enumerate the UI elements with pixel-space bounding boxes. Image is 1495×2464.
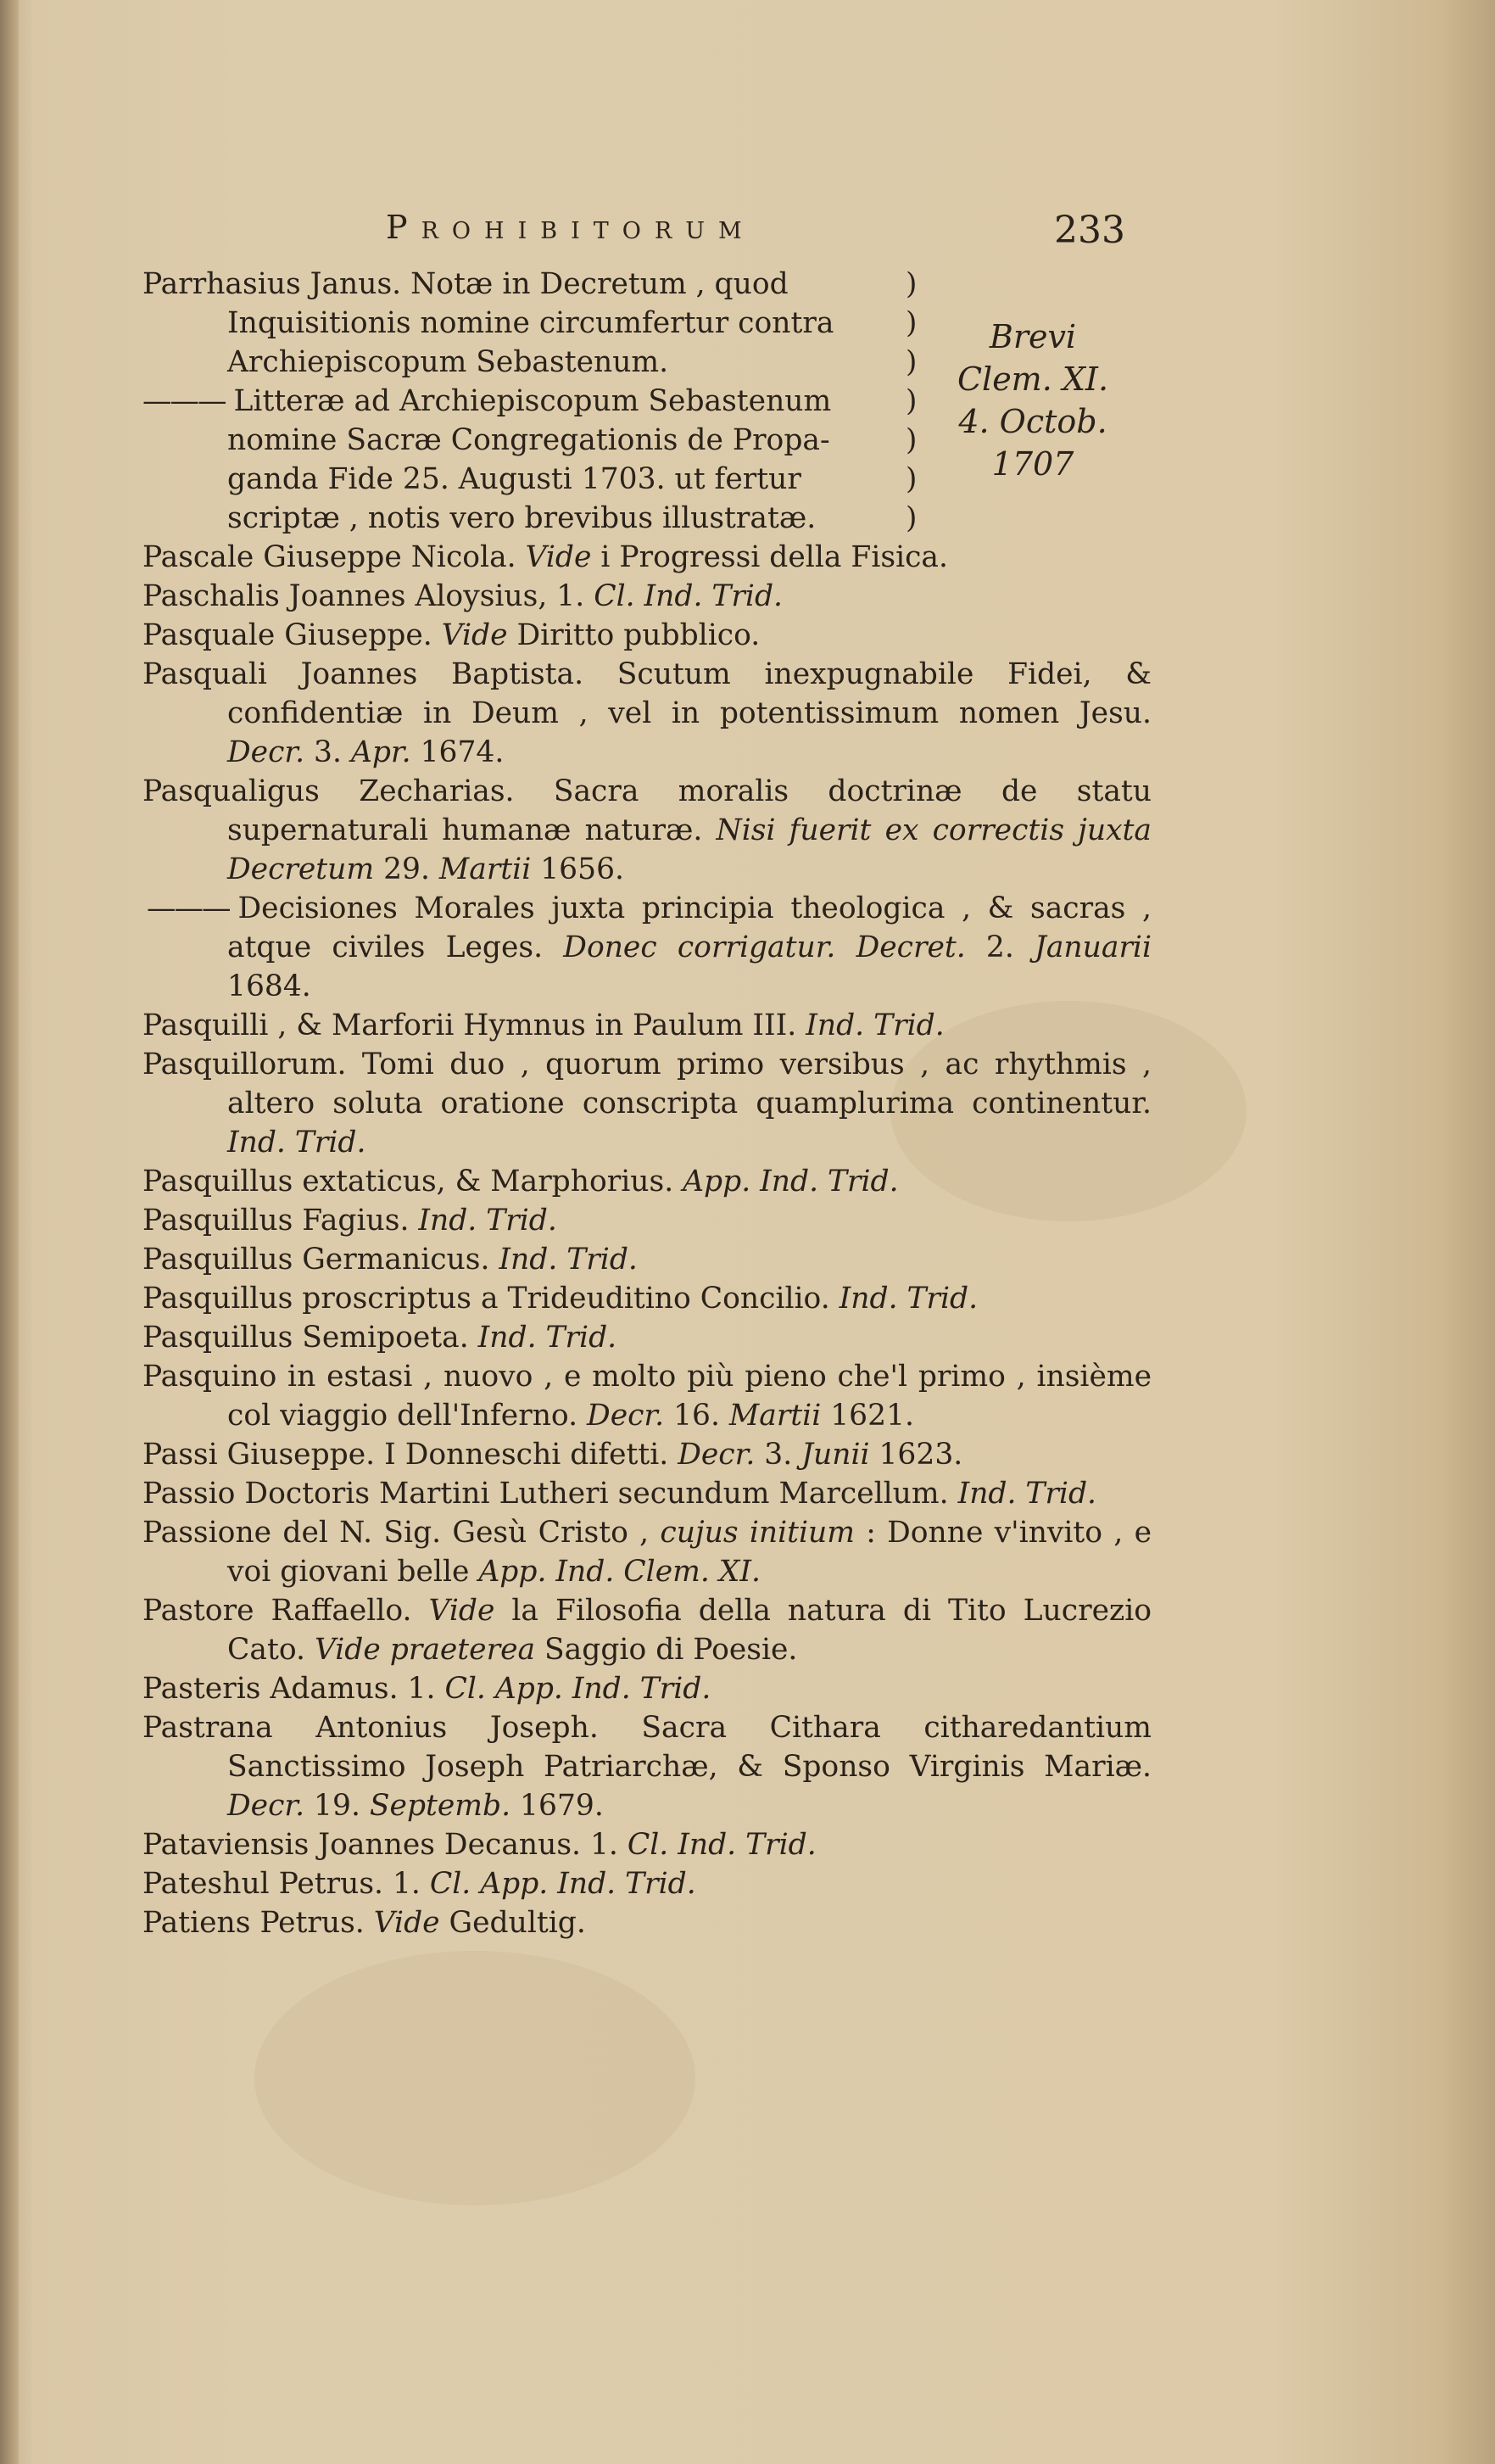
index-entry: [142, 1435, 1152, 1474]
italic-reference: Ind. Trid.: [499, 1243, 638, 1277]
index-entry: [142, 1708, 1152, 1825]
entry-text: 19.: [304, 1789, 370, 1823]
entry-text: scriptæ , notis vero brevibus illustratæ.: [227, 501, 817, 535]
entry-text: i Progressi della Fisica.: [591, 540, 948, 574]
entry-text: Pasquali Joannes Baptista. Scutum inexpugnabile Fidei, & confidentiæ in Deum , vel in potentissimum nomen Jesu.: [142, 657, 1152, 730]
entry-text: Inquisitionis nomine circumfertur contra: [227, 306, 834, 340]
entry-text: Pasquino in estasi , nuovo , e molto più pieno che'l primo , insième col viaggio dell'Inferno.: [142, 1360, 1152, 1433]
entry-text: Pasquillus Semipoeta.: [142, 1321, 478, 1355]
entry-text: Decisiones Morales juxta principia theologica , & sacras , atque civiles Leges.: [227, 891, 1152, 964]
brace-mark: ): [906, 462, 918, 496]
italic-reference: Vide: [373, 1906, 440, 1940]
entry-line: [142, 499, 1152, 538]
index-entry: [142, 616, 1152, 655]
index-entry: [142, 1240, 1152, 1279]
running-head: Prohibitorum: [386, 209, 756, 246]
index-entry: [142, 889, 1152, 1006]
entry-text: Pasquilli , & Marforii Hymnus in Paulum III.: [142, 1009, 806, 1042]
italic-reference: Martii: [438, 852, 532, 886]
entry-text: 29.: [374, 852, 439, 886]
entry-text: Pasquillus Fagius.: [142, 1204, 419, 1238]
index-entry: [142, 577, 1152, 616]
entry-parrhasius: [142, 265, 1152, 538]
entry-text: Archiepiscopum Sebastenum.: [227, 345, 669, 379]
italic-reference: App. Ind. Trid.: [683, 1165, 899, 1198]
entry-text: 1684.: [227, 969, 311, 1003]
index-entry: [142, 538, 1152, 577]
italic-reference: Decr.: [678, 1438, 756, 1472]
index-entry: [142, 1513, 1152, 1591]
entry-text: 16.: [664, 1399, 729, 1433]
entry-text: Pateshul Petrus. 1.: [142, 1867, 430, 1901]
italic-reference: Januarii: [1035, 930, 1152, 964]
entry-text: 1679.: [510, 1789, 604, 1823]
italic-reference: Ind. Trid.: [839, 1282, 979, 1316]
italic-reference: Ind. Trid.: [806, 1009, 945, 1042]
index-entry: [142, 772, 1152, 889]
ditto-dash: ———: [147, 891, 230, 925]
paper-stain: [254, 1951, 695, 2205]
entry-text: ganda Fide 25. Augusti 1703. ut fertur: [227, 462, 801, 496]
entry-text: Pasteris Adamus. 1.: [142, 1672, 445, 1706]
italic-reference: Cl. App. Ind. Trid.: [444, 1672, 711, 1706]
brace-mark: ): [906, 423, 918, 457]
entry-text: Pasquillus extaticus, & Marphorius.: [142, 1165, 683, 1198]
brace-column: [906, 265, 931, 538]
entry-text: Pasquillorum. Tomi duo , quorum primo versibus , ac rhythmis , altero soluta oratione conscripta quamplurima continentur.: [142, 1048, 1152, 1120]
entry-text: Gedultig.: [439, 1906, 586, 1940]
italic-reference: Cl. App. Ind. Trid.: [429, 1867, 696, 1901]
italic-reference: Ind. Trid.: [418, 1204, 557, 1238]
entry-text: Patiens Petrus.: [142, 1906, 374, 1940]
entry-text: Saggio di Poesie.: [535, 1633, 798, 1667]
index-entries: [142, 265, 1152, 1942]
brace-mark: ): [906, 384, 918, 418]
italic-reference: Vide: [441, 618, 508, 652]
italic-reference: Nisi fuerit ex correctis juxta Decretum: [227, 813, 1152, 886]
entry-text: Pasquale Giuseppe.: [142, 618, 442, 652]
italic-reference: App. Ind. Clem. XI.: [478, 1555, 761, 1589]
page-fold-shadow: [0, 0, 19, 2464]
italic-reference: Vide: [525, 540, 592, 574]
index-entry: [142, 1279, 1152, 1318]
side-note-line: 1707: [991, 445, 1074, 483]
italic-reference: Junii: [801, 1438, 870, 1472]
entry-text: Pascale Giuseppe Nicola.: [142, 540, 526, 574]
entry-text: Pasqualigus Zecharias. Sacra moralis doctrinæ de statu supernaturali humanæ naturæ.: [142, 774, 1152, 847]
italic-reference: Cl. Ind. Trid.: [627, 1828, 817, 1862]
entry-text: Parrhasius Janus. Notæ in Decretum , quod: [142, 267, 789, 301]
page-header: [0, 209, 1495, 260]
index-entry: [142, 1045, 1152, 1162]
index-entry: [142, 1162, 1152, 1201]
entry-list: [142, 538, 1152, 1942]
index-entry: [142, 1006, 1152, 1045]
entry-text: Paschalis Joannes Aloysius, 1.: [142, 579, 594, 613]
entry-text: Pataviensis Joannes Decanus. 1.: [142, 1828, 628, 1862]
index-entry: [142, 1864, 1152, 1903]
italic-reference: Ind. Trid.: [227, 1126, 366, 1159]
italic-reference: cujus initium: [660, 1516, 855, 1550]
italic-reference: Ind. Trid.: [477, 1321, 617, 1355]
italic-reference: Donec corrigatur. Decret.: [563, 930, 966, 964]
italic-reference: Vide praeterea: [314, 1633, 536, 1667]
italic-reference: Ind. Trid.: [957, 1477, 1097, 1511]
entry-text: 3.: [755, 1438, 802, 1472]
side-note-line: Brevi: [989, 318, 1077, 355]
entry-text: 1674.: [410, 735, 505, 769]
page-number: 233: [1054, 209, 1125, 252]
brace-mark: ): [906, 501, 918, 535]
index-entry: [142, 1474, 1152, 1513]
index-entry: [142, 1669, 1152, 1708]
entry-text: 3.: [304, 735, 351, 769]
index-entry: [142, 1318, 1152, 1357]
entry-text: 1623.: [869, 1438, 963, 1472]
index-entry: [142, 1903, 1152, 1942]
italic-reference: Decr.: [587, 1399, 665, 1433]
entry-text: Pasquillus proscriptus a Trideuditino Concilio.: [142, 1282, 840, 1316]
side-note-line: Clem. XI.: [957, 360, 1109, 398]
entry-text: Litteræ ad Archiepiscopum Sebastenum: [233, 384, 832, 418]
italic-reference: Decr.: [227, 735, 305, 769]
index-entry: [142, 1357, 1152, 1435]
entry-text: nomine Sacræ Congregationis de Propa-: [227, 423, 830, 457]
entry-text: Passione del N. Sig. Gesù Cristo ,: [142, 1516, 661, 1550]
entry-text: Pastrana Antonius Joseph. Sacra Cithara citharedantium Sanctissimo Joseph Patriarchæ, & Sponso Virginis Mariæ.: [142, 1711, 1152, 1784]
entry-text: Pasquillus Germanicus.: [142, 1243, 499, 1277]
italic-reference: Decr.: [227, 1789, 305, 1823]
ditto-dash: ———: [142, 384, 226, 418]
entry-text: Diritto pubblico.: [507, 618, 761, 652]
entry-text: Passio Doctoris Martini Lutheri secundum Marcellum.: [142, 1477, 958, 1511]
entry-text: la Filosofia della natura di Tito Lucrezio Cato.: [227, 1594, 1152, 1667]
index-entry: [142, 1201, 1152, 1240]
italic-reference: Septemb.: [369, 1789, 511, 1823]
italic-reference: Apr.: [350, 735, 411, 769]
index-entry: [142, 1825, 1152, 1864]
side-note-line: 4. Octob.: [958, 403, 1107, 440]
entry-text: 1621.: [821, 1399, 914, 1433]
index-entry: [142, 1591, 1152, 1669]
italic-reference: Martii: [728, 1399, 822, 1433]
entry-text: : Donne v'invito , e voi giovani belle: [227, 1516, 1152, 1589]
brace-mark: ): [906, 267, 918, 301]
italic-reference: Vide: [428, 1594, 495, 1628]
entry-text: Passi Giuseppe. I Donneschi difetti.: [142, 1438, 678, 1472]
brace-mark: ): [906, 345, 918, 379]
index-entry: [142, 655, 1152, 772]
entry-text: Pastore Raffaello.: [142, 1594, 429, 1628]
entry-text: 2.: [965, 930, 1035, 964]
entry-line: [142, 265, 1152, 304]
brevi-side-note: [940, 316, 1126, 485]
brace-mark: ): [906, 306, 918, 340]
entry-text: 1656.: [531, 852, 624, 886]
italic-reference: Cl. Ind. Trid.: [594, 579, 784, 613]
